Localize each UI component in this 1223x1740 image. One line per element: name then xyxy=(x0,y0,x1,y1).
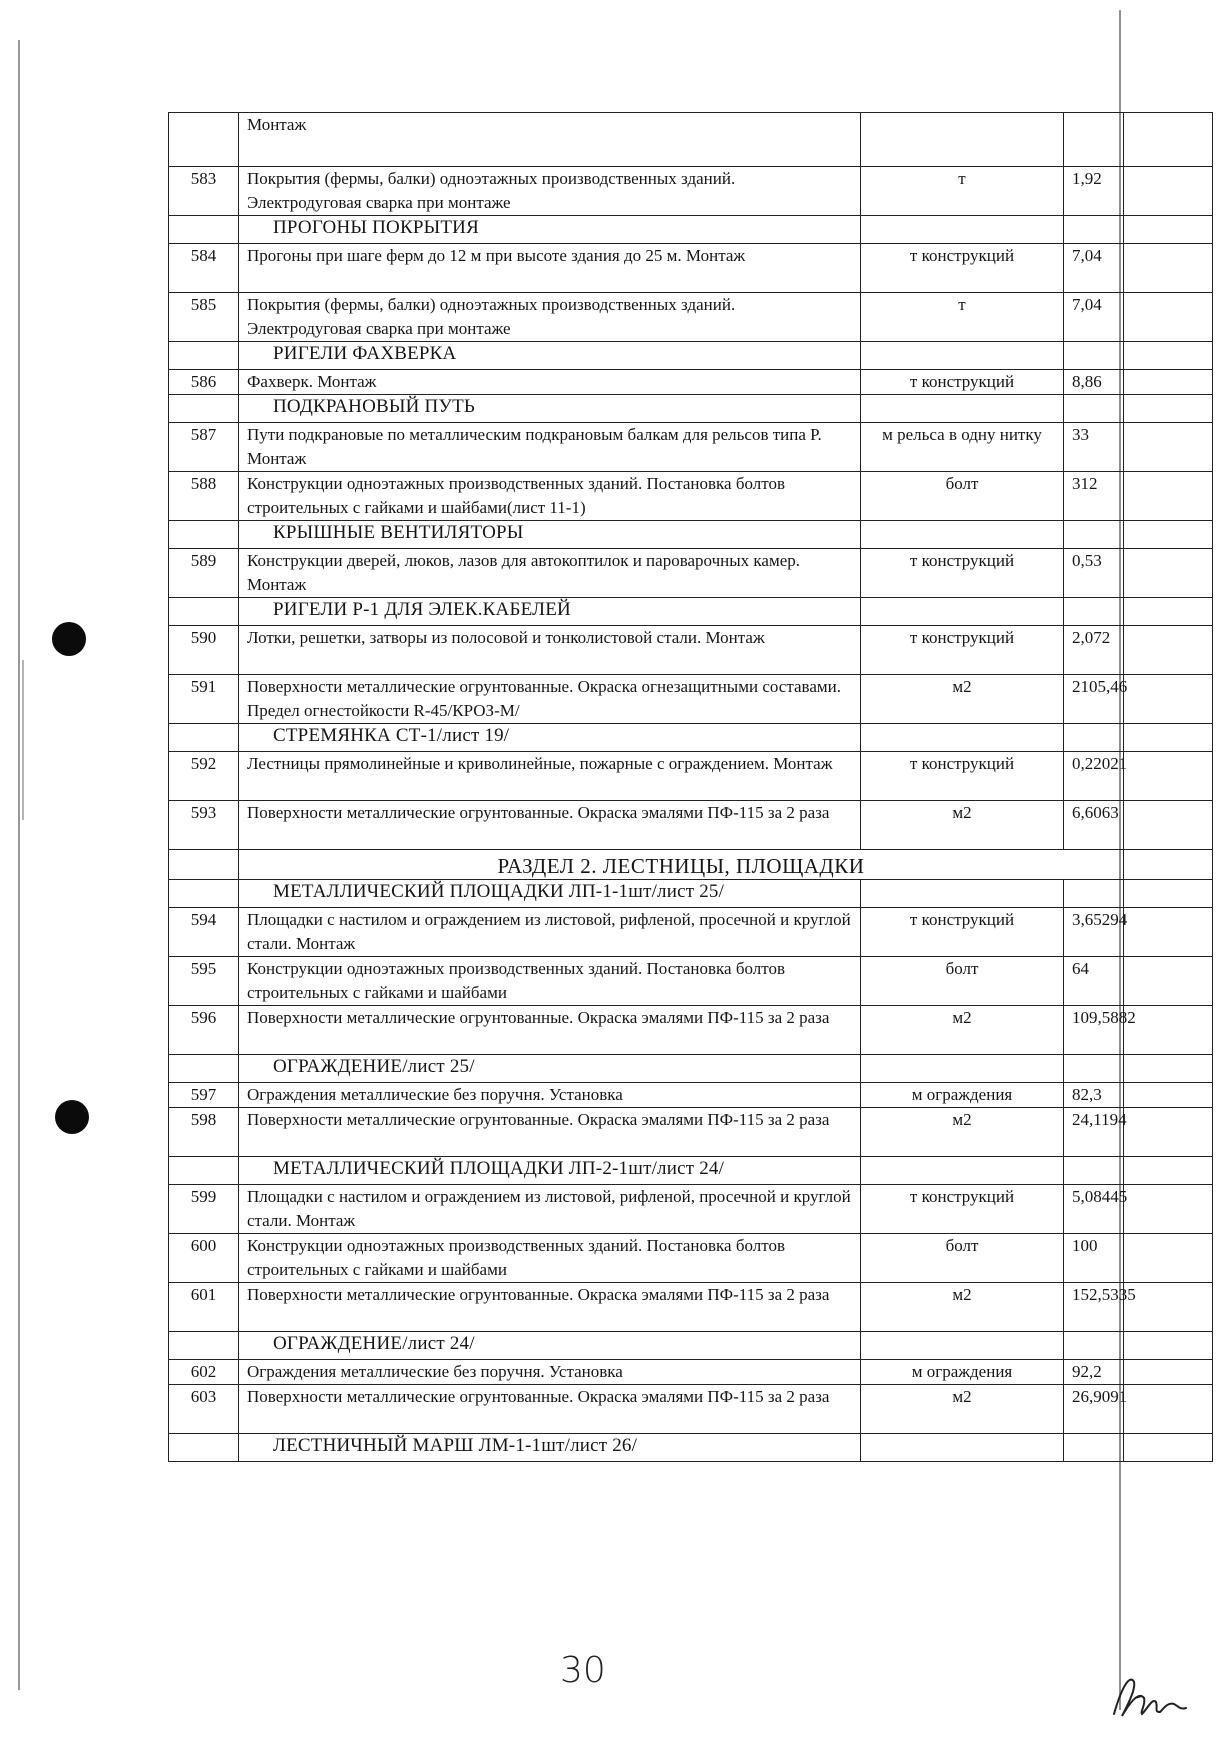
row-description: Монтаж xyxy=(239,113,861,167)
row-quantity xyxy=(1064,342,1124,370)
table-row xyxy=(169,1083,1213,1108)
row-quantity xyxy=(1064,1157,1124,1185)
row-number-cell xyxy=(169,395,239,423)
row-description: Поверхности металлические огрунтованные. Окраска эмалями ПФ-115 за 2 раза xyxy=(239,1108,861,1157)
row-extra-cell xyxy=(1124,957,1213,1006)
subsection-title: ПОДКРАНОВЫЙ ПУТЬ xyxy=(239,395,861,423)
row-quantity: 0,22021 xyxy=(1064,752,1124,801)
row-number: 590 xyxy=(169,626,239,675)
row-quantity xyxy=(1064,216,1124,244)
subsection-title: РИГЕЛИ Р-1 ДЛЯ ЭЛЕК.КАБЕЛЕЙ xyxy=(239,598,861,626)
row-description: Ограждения металлические без поручня. Установка xyxy=(239,1083,861,1108)
binder-margin-line xyxy=(18,40,20,1690)
row-unit xyxy=(861,1332,1064,1360)
subsection-row xyxy=(169,216,1213,244)
row-unit xyxy=(861,1157,1064,1185)
signature-image xyxy=(1108,1668,1188,1724)
table-row xyxy=(169,370,1213,395)
row-unit xyxy=(861,1434,1064,1462)
row-number: 591 xyxy=(169,675,239,724)
row-extra-cell xyxy=(1124,1157,1213,1185)
row-quantity xyxy=(1064,1434,1124,1462)
row-number-cell xyxy=(169,1434,239,1462)
subsection-row xyxy=(169,342,1213,370)
subsection-row xyxy=(169,1434,1213,1462)
row-number-cell xyxy=(169,216,239,244)
row-unit: болт xyxy=(861,472,1064,521)
row-number-cell xyxy=(169,880,239,908)
row-unit: т конструкций xyxy=(861,752,1064,801)
row-number: 597 xyxy=(169,1083,239,1108)
row-number: 598 xyxy=(169,1108,239,1157)
row-extra-cell xyxy=(1124,752,1213,801)
table-row xyxy=(169,244,1213,293)
row-number: 603 xyxy=(169,1385,239,1434)
continuation-row xyxy=(169,113,1213,167)
subsection-row xyxy=(169,598,1213,626)
row-quantity: 7,04 xyxy=(1064,244,1124,293)
row-extra-cell xyxy=(1124,293,1213,342)
row-unit: т конструкций xyxy=(861,1185,1064,1234)
row-unit: болт xyxy=(861,957,1064,1006)
punch-hole-bottom xyxy=(55,1100,89,1134)
row-number-cell xyxy=(169,850,239,880)
row-quantity: 312 xyxy=(1064,472,1124,521)
table-row xyxy=(169,293,1213,342)
row-extra-cell xyxy=(1124,1055,1213,1083)
table-row xyxy=(169,472,1213,521)
row-unit: т конструкций xyxy=(861,370,1064,395)
punch-hole-top xyxy=(52,622,86,656)
row-quantity xyxy=(1064,1332,1124,1360)
row-unit xyxy=(861,521,1064,549)
row-description: Фахверк. Монтаж xyxy=(239,370,861,395)
row-number: 596 xyxy=(169,1006,239,1055)
row-quantity: 5,08445 xyxy=(1064,1185,1124,1234)
row-description: Поверхности металлические огрунтованные. Окраска эмалями ПФ-115 за 2 раза xyxy=(239,1006,861,1055)
table-row xyxy=(169,167,1213,216)
row-number: 593 xyxy=(169,801,239,850)
subsection-title: МЕТАЛЛИЧЕСКИЙ ПЛОЩАДКИ ЛП-1-1шт/лист 25/ xyxy=(239,880,861,908)
table-row xyxy=(169,957,1213,1006)
row-extra-cell xyxy=(1124,1332,1213,1360)
subsection-title: ПРОГОНЫ ПОКРЫТИЯ xyxy=(239,216,861,244)
row-number: 583 xyxy=(169,167,239,216)
row-unit xyxy=(861,598,1064,626)
subsection-row xyxy=(169,724,1213,752)
row-description: Конструкции одноэтажных производственных зданий. Постановка болтов строительных с гайками и шайбами xyxy=(239,1234,861,1283)
row-quantity xyxy=(1064,521,1124,549)
row-description: Прогоны при шаге ферм до 12 м при высоте здания до 25 м. Монтаж xyxy=(239,244,861,293)
row-description: Покрытия (фермы, балки) одноэтажных производственных зданий. Электродуговая сварка при монтаже xyxy=(239,167,861,216)
row-quantity: 64 xyxy=(1064,957,1124,1006)
table-row xyxy=(169,801,1213,850)
row-extra-cell xyxy=(1124,113,1213,167)
row-unit: т конструкций xyxy=(861,244,1064,293)
row-quantity xyxy=(1064,1055,1124,1083)
row-unit: м2 xyxy=(861,1006,1064,1055)
row-description: Поверхности металлические огрунтованные. Окраска эмалями ПФ-115 за 2 раза xyxy=(239,1283,861,1332)
table-row xyxy=(169,1283,1213,1332)
row-quantity: 3,65294 xyxy=(1064,908,1124,957)
row-quantity xyxy=(1064,724,1124,752)
row-unit xyxy=(861,342,1064,370)
row-extra-cell xyxy=(1124,1108,1213,1157)
row-unit xyxy=(861,216,1064,244)
table-row xyxy=(169,1006,1213,1055)
row-unit xyxy=(861,395,1064,423)
row-quantity: 26,9091 xyxy=(1064,1385,1124,1434)
row-description: Поверхности металлические огрунтованные. Окраска эмалями ПФ-115 за 2 раза xyxy=(239,1385,861,1434)
table-row xyxy=(169,1234,1213,1283)
row-number: 602 xyxy=(169,1360,239,1385)
row-extra-cell xyxy=(1124,521,1213,549)
estimate-table xyxy=(168,112,1213,1462)
row-number: 592 xyxy=(169,752,239,801)
row-quantity xyxy=(1064,113,1124,167)
row-unit: т xyxy=(861,167,1064,216)
subsection-row xyxy=(169,395,1213,423)
row-number-cell xyxy=(169,598,239,626)
row-unit: т конструкций xyxy=(861,626,1064,675)
row-description: Конструкции дверей, люков, лазов для автокоптилок и пароварочных камер. Монтаж xyxy=(239,549,861,598)
row-number: 600 xyxy=(169,1234,239,1283)
row-quantity: 1,92 xyxy=(1064,167,1124,216)
row-number-cell xyxy=(169,342,239,370)
row-description: Площадки с настилом и ограждением из листовой, рифленой, просечной и круглой стали. Монтаж xyxy=(239,1185,861,1234)
table-row xyxy=(169,1385,1213,1434)
row-number-cell xyxy=(169,724,239,752)
row-unit: болт xyxy=(861,1234,1064,1283)
row-extra-cell xyxy=(1124,216,1213,244)
subsection-row xyxy=(169,1332,1213,1360)
row-quantity: 8,86 xyxy=(1064,370,1124,395)
row-quantity: 100 xyxy=(1064,1234,1124,1283)
table-row xyxy=(169,675,1213,724)
row-number: 594 xyxy=(169,908,239,957)
section-heading-row xyxy=(169,850,1213,880)
row-quantity: 92,2 xyxy=(1064,1360,1124,1385)
row-extra-cell xyxy=(1124,724,1213,752)
row-extra-cell xyxy=(1124,472,1213,521)
row-quantity: 2,072 xyxy=(1064,626,1124,675)
table-row xyxy=(169,626,1213,675)
row-extra-cell xyxy=(1124,549,1213,598)
table-row xyxy=(169,1108,1213,1157)
row-number-cell xyxy=(169,521,239,549)
row-number: 599 xyxy=(169,1185,239,1234)
subsection-title: РИГЕЛИ ФАХВЕРКА xyxy=(239,342,861,370)
row-unit xyxy=(861,1055,1064,1083)
subsection-row xyxy=(169,521,1213,549)
row-extra-cell xyxy=(1124,880,1213,908)
row-quantity: 24,1194 xyxy=(1064,1108,1124,1157)
row-unit xyxy=(861,880,1064,908)
row-extra-cell xyxy=(1124,801,1213,850)
row-description: Площадки с настилом и ограждением из листовой, рифленой, просечной и круглой стали. Монтаж xyxy=(239,908,861,957)
row-unit: м2 xyxy=(861,1108,1064,1157)
page-number: 30 xyxy=(560,1650,606,1691)
row-extra-cell xyxy=(1124,675,1213,724)
row-description: Покрытия (фермы, балки) одноэтажных производственных зданий. Электродуговая сварка при монтаже xyxy=(239,293,861,342)
row-extra-cell xyxy=(1124,598,1213,626)
row-number-cell xyxy=(169,1157,239,1185)
subsection-row xyxy=(169,1157,1213,1185)
row-extra-cell xyxy=(1124,1185,1213,1234)
row-extra-cell xyxy=(1124,423,1213,472)
subsection-row xyxy=(169,1055,1213,1083)
row-number: 588 xyxy=(169,472,239,521)
row-unit: т конструкций xyxy=(861,908,1064,957)
row-number-cell xyxy=(169,1055,239,1083)
estimate-table-body xyxy=(169,113,1213,1462)
row-quantity: 2105,46 xyxy=(1064,675,1124,724)
subsection-title: СТРЕМЯНКА СТ-1/лист 19/ xyxy=(239,724,861,752)
row-description: Лестницы прямолинейные и криволинейные, пожарные с ограждением. Монтаж xyxy=(239,752,861,801)
row-quantity xyxy=(1064,598,1124,626)
subsection-title: ЛЕСТНИЧНЫЙ МАРШ ЛМ-1-1шт/лист 26/ xyxy=(239,1434,861,1462)
table-row xyxy=(169,549,1213,598)
row-quantity: 33 xyxy=(1064,423,1124,472)
row-unit: м2 xyxy=(861,801,1064,850)
row-description: Пути подкрановые по металлическим подкрановым балкам для рельсов типа Р. Монтаж xyxy=(239,423,861,472)
row-quantity: 152,5335 xyxy=(1064,1283,1124,1332)
row-number: 589 xyxy=(169,549,239,598)
row-number: 587 xyxy=(169,423,239,472)
subsection-title: ОГРАЖДЕНИЕ/лист 25/ xyxy=(239,1055,861,1083)
table-row xyxy=(169,908,1213,957)
subsection-title: КРЫШНЫЕ ВЕНТИЛЯТОРЫ xyxy=(239,521,861,549)
row-extra-cell xyxy=(1124,395,1213,423)
row-extra-cell xyxy=(1124,370,1213,395)
table-row xyxy=(169,1360,1213,1385)
row-quantity: 109,5882 xyxy=(1064,1006,1124,1055)
row-unit xyxy=(861,724,1064,752)
row-extra-cell xyxy=(1124,342,1213,370)
row-quantity: 82,3 xyxy=(1064,1083,1124,1108)
row-extra-cell xyxy=(1124,908,1213,957)
row-description: Лотки, решетки, затворы из полосовой и тонколистовой стали. Монтаж xyxy=(239,626,861,675)
table-row xyxy=(169,752,1213,801)
row-extra-cell xyxy=(1124,1234,1213,1283)
row-number-cell xyxy=(169,113,239,167)
row-description: Конструкции одноэтажных производственных зданий. Постановка болтов строительных с гайками и шайбами(лист 11-1) xyxy=(239,472,861,521)
row-extra-cell xyxy=(1124,167,1213,216)
row-extra-cell xyxy=(1124,1360,1213,1385)
binder-margin-line-secondary xyxy=(22,660,24,820)
row-extra-cell xyxy=(1124,850,1213,880)
row-number-cell xyxy=(169,1332,239,1360)
row-description: Поверхности металлические огрунтованные. Окраска огнезащитными составами. Предел огнестойкости R-45/КРОЗ-М/ xyxy=(239,675,861,724)
row-extra-cell xyxy=(1124,1083,1213,1108)
subsection-title: ОГРАЖДЕНИЕ/лист 24/ xyxy=(239,1332,861,1360)
row-quantity xyxy=(1064,880,1124,908)
row-number: 586 xyxy=(169,370,239,395)
row-quantity xyxy=(1064,395,1124,423)
subsection-title: МЕТАЛЛИЧЕСКИЙ ПЛОЩАДКИ ЛП-2-1шт/лист 24/ xyxy=(239,1157,861,1185)
row-unit: т конструкций xyxy=(861,549,1064,598)
row-unit: м2 xyxy=(861,1385,1064,1434)
row-extra-cell xyxy=(1124,1385,1213,1434)
row-number: 595 xyxy=(169,957,239,1006)
subsection-row xyxy=(169,880,1213,908)
row-unit: м ограждения xyxy=(861,1360,1064,1385)
row-number: 584 xyxy=(169,244,239,293)
section-title: РАЗДЕЛ 2. ЛЕСТНИЦЫ, ПЛОЩАДКИ xyxy=(239,850,1124,880)
row-quantity: 7,04 xyxy=(1064,293,1124,342)
row-unit: м2 xyxy=(861,675,1064,724)
row-quantity: 6,6063 xyxy=(1064,801,1124,850)
row-unit: м2 xyxy=(861,1283,1064,1332)
row-description: Конструкции одноэтажных производственных зданий. Постановка болтов строительных с гайками и шайбами xyxy=(239,957,861,1006)
row-extra-cell xyxy=(1124,1006,1213,1055)
row-extra-cell xyxy=(1124,244,1213,293)
row-extra-cell xyxy=(1124,1434,1213,1462)
row-unit xyxy=(861,113,1064,167)
row-number: 601 xyxy=(169,1283,239,1332)
row-extra-cell xyxy=(1124,1283,1213,1332)
row-unit: м ограждения xyxy=(861,1083,1064,1108)
row-unit: т xyxy=(861,293,1064,342)
row-quantity: 0,53 xyxy=(1064,549,1124,598)
row-extra-cell xyxy=(1124,626,1213,675)
row-number: 585 xyxy=(169,293,239,342)
row-description: Поверхности металлические огрунтованные. Окраска эмалями ПФ-115 за 2 раза xyxy=(239,801,861,850)
row-unit: м рельса в одну нитку xyxy=(861,423,1064,472)
table-row xyxy=(169,1185,1213,1234)
row-description: Ограждения металлические без поручня. Установка xyxy=(239,1360,861,1385)
table-row xyxy=(169,423,1213,472)
